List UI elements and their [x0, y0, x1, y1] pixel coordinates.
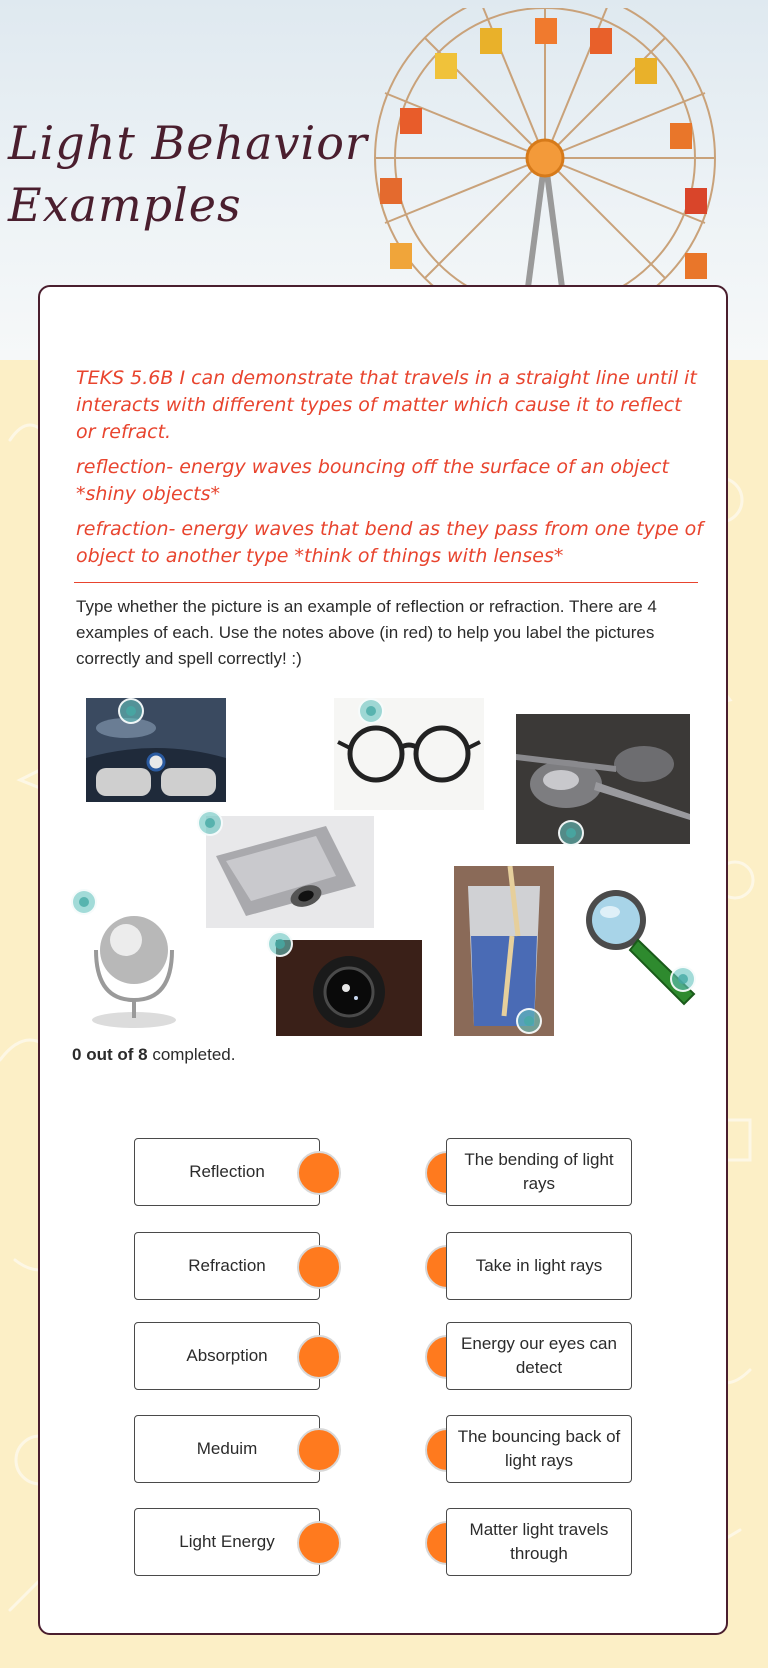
camera-lens-image: [276, 940, 422, 1036]
completion-status: [72, 1045, 235, 1065]
teks-objective: TEKS 5.6B I can demonstrate that travels in a straight line until it interacts with different types of matter which cause it to reflect or refract.: [76, 367, 697, 443]
completed-count: 0: [72, 1045, 82, 1064]
hotspot-water[interactable]: [516, 1008, 542, 1034]
eyeglasses-image: [334, 698, 484, 810]
hotspot-mirror[interactable]: [71, 889, 97, 915]
match-right-label: Take in light rays: [475, 1256, 603, 1275]
mirror-image: [84, 890, 184, 1032]
magnifying-glass-image: [576, 886, 700, 1014]
match-right-bending[interactable]: [446, 1138, 632, 1206]
match-left-label: Light Energy: [179, 1532, 275, 1551]
match-right-label: The bouncing back of light rays: [457, 1427, 621, 1470]
instructions-text: Type whether the picture is an example of reflection or refraction. There are 4 examples of each. Use the notes above (in red) to help you label the pictures correctly and spell correctly! :): [76, 597, 657, 668]
match-left-reflection[interactable]: [134, 1138, 320, 1206]
hotspot-car[interactable]: [118, 698, 144, 724]
match-left-refraction[interactable]: [134, 1232, 320, 1300]
connector-left-3[interactable]: [297, 1335, 341, 1379]
match-right-matter[interactable]: [446, 1508, 632, 1576]
match-right-take-in[interactable]: [446, 1232, 632, 1300]
match-left-label: Meduim: [196, 1439, 258, 1458]
title-line-2: Examples: [8, 178, 242, 232]
completed-total: 8: [138, 1045, 148, 1064]
connector-left-1[interactable]: [297, 1151, 341, 1195]
match-left-label: Reflection: [189, 1162, 265, 1181]
hotspot-lens[interactable]: [267, 931, 293, 957]
match-right-bouncing[interactable]: [446, 1415, 632, 1483]
match-right-label: Energy our eyes can detect: [461, 1334, 617, 1377]
aluminum-foil-image: [206, 816, 374, 928]
match-left-label: Absorption: [186, 1346, 268, 1365]
match-left-absorption[interactable]: [134, 1322, 320, 1390]
completed-suffix: completed.: [147, 1045, 236, 1064]
title-line-1: Light Behavior: [8, 116, 368, 170]
connector-left-5[interactable]: [297, 1521, 341, 1565]
notes-divider: [74, 582, 698, 583]
match-right-label: Matter light travels through: [469, 1520, 609, 1563]
completed-separator: out of: [81, 1045, 139, 1064]
hotspot-spoon[interactable]: [558, 820, 584, 846]
reflection-definition: reflection- energy waves bouncing off the surface of an object *shiny objects*: [76, 456, 669, 505]
spoon-image: [516, 714, 690, 844]
connector-left-2[interactable]: [297, 1245, 341, 1289]
match-right-energy[interactable]: [446, 1322, 632, 1390]
refraction-definition: refraction- energy waves that bend as they pass from one type of object to another type *think of things with lenses*: [76, 518, 703, 567]
hotspot-glasses[interactable]: [358, 698, 384, 724]
match-left-label: Refraction: [188, 1256, 266, 1275]
water-glass-image: [454, 866, 554, 1036]
teks-notes: [76, 365, 706, 578]
car-hood-image: [86, 698, 226, 802]
match-left-light-energy[interactable]: [134, 1508, 320, 1576]
hotspot-magnifier[interactable]: [670, 966, 696, 992]
page-title: [8, 112, 368, 236]
match-left-medium[interactable]: [134, 1415, 320, 1483]
hotspot-foil[interactable]: [197, 810, 223, 836]
match-right-label: The bending of light rays: [464, 1150, 614, 1193]
connector-left-4[interactable]: [297, 1428, 341, 1472]
